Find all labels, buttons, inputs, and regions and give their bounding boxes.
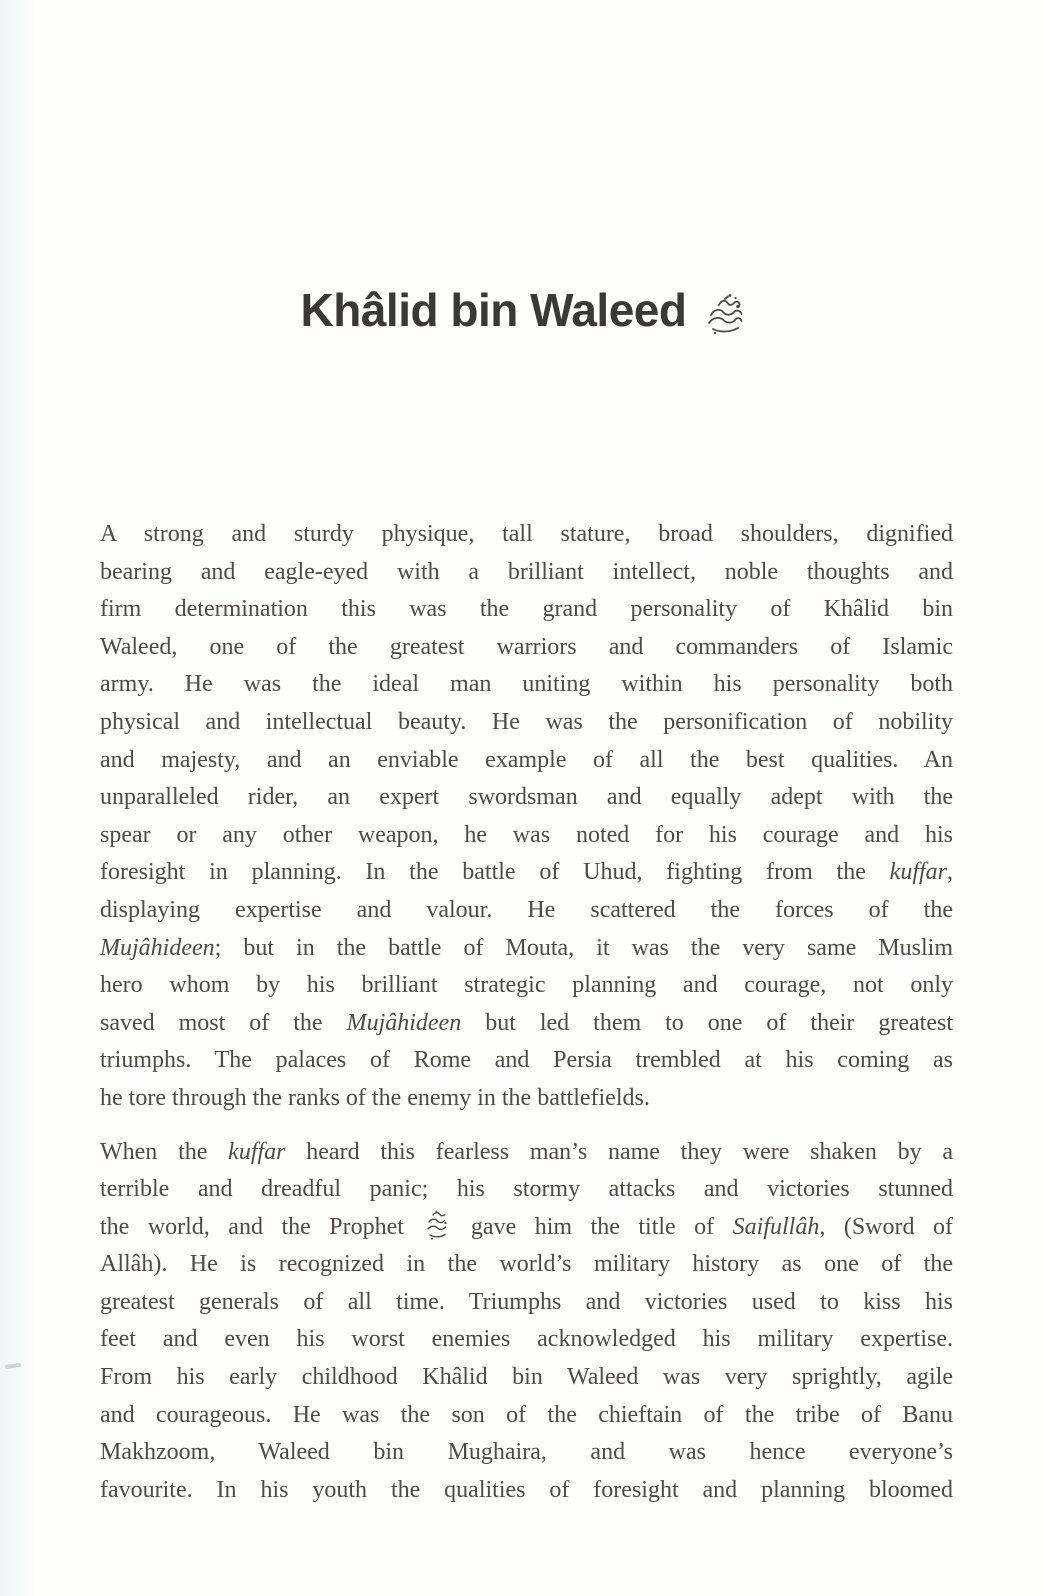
text-line: hero whom by his brilliant strategic planning and courage, not only bbox=[100, 972, 953, 999]
italic-term: Mujâhideen bbox=[100, 934, 215, 961]
radi-allahu-anhu-icon bbox=[702, 292, 752, 336]
text-line: saved most of the Mujâhideen but led them to one of their greatest bbox=[100, 1009, 953, 1036]
text-line: physical and intellectual beauty. He was the personification of nobility bbox=[100, 708, 953, 735]
text-line: army. He was the ideal man uniting within his personality both bbox=[100, 671, 953, 698]
text-line: Mujâhideen; but in the battle of Mouta, it was the very same Muslim bbox=[100, 934, 953, 961]
text-line: firm determination this was the grand personality of Khâlid bin bbox=[100, 596, 953, 623]
paragraph-2 bbox=[100, 1134, 953, 1510]
italic-term: kuffar bbox=[228, 1138, 286, 1165]
text-line: terrible and dreadful panic; his stormy attacks and victories stunned bbox=[100, 1176, 953, 1203]
text-line: foresight in planning. In the battle of Uhud, fighting from the kuffar, bbox=[100, 859, 953, 886]
page-title: Khâlid bin Waleed bbox=[300, 284, 687, 336]
text-line: Allâh). He is recognized in the world’s military history as one of the bbox=[100, 1251, 953, 1278]
text-line: unparalleled rider, an expert swordsman and equally adept with the bbox=[100, 784, 953, 811]
italic-term: Saifullâh bbox=[732, 1213, 820, 1240]
text-line: and majesty, and an enviable example of all the best qualities. An bbox=[100, 746, 953, 773]
text-line: Makhzoom, Waleed bin Mughaira, and was hence everyone’s bbox=[100, 1439, 953, 1466]
text-line: A strong and sturdy physique, tall stature, broad shoulders, dignified bbox=[100, 521, 953, 547]
scan-edge-shadow bbox=[0, 0, 36, 1596]
text-line: greatest generals of all time. Triumphs and victories used to kiss his bbox=[100, 1288, 953, 1315]
text-line: From his early childhood Khâlid bin Waleed was very sprightly, agile bbox=[100, 1364, 953, 1391]
text-line: Waleed, one of the greatest warriors and commanders of Islamic bbox=[100, 633, 953, 660]
paragraph-1 bbox=[100, 516, 953, 1118]
text-line: bearing and eagle-eyed with a brilliant intellect, noble thoughts and bbox=[100, 558, 953, 585]
page-body bbox=[100, 516, 953, 1509]
text-line: triumphs. The palaces of Rome and Persia trembled at his coming as bbox=[100, 1047, 953, 1074]
chapter-heading bbox=[100, 284, 953, 336]
italic-term: Mujâhideen bbox=[346, 1009, 462, 1036]
text-line: When the kuffar heard this fearless man’s name they were shaken by a bbox=[100, 1138, 954, 1165]
text-line: displaying expertise and valour. He scattered the forces of the bbox=[100, 896, 953, 923]
text-line: and courageous. He was the son of the chieftain of the tribe of Banu bbox=[100, 1401, 953, 1428]
sallallahu-alayhi-wa-sallam-icon bbox=[424, 1210, 450, 1240]
text-line: feet and even his worst enemies acknowledged his military expertise. bbox=[100, 1326, 953, 1353]
scan-speck bbox=[5, 1363, 21, 1369]
text-line: spear or any other weapon, he was noted for his courage and his bbox=[100, 821, 953, 848]
italic-term: kuffar bbox=[889, 859, 947, 886]
text-line: the world, and the Prophet gave him the title of Saifullâh, (Sword of bbox=[100, 1209, 953, 1247]
text-line: favourite. In his youth the qualities of foresight and planning bloomed bbox=[100, 1476, 953, 1503]
text-line: he tore through the ranks of the enemy in the battlefields. bbox=[100, 1084, 650, 1111]
